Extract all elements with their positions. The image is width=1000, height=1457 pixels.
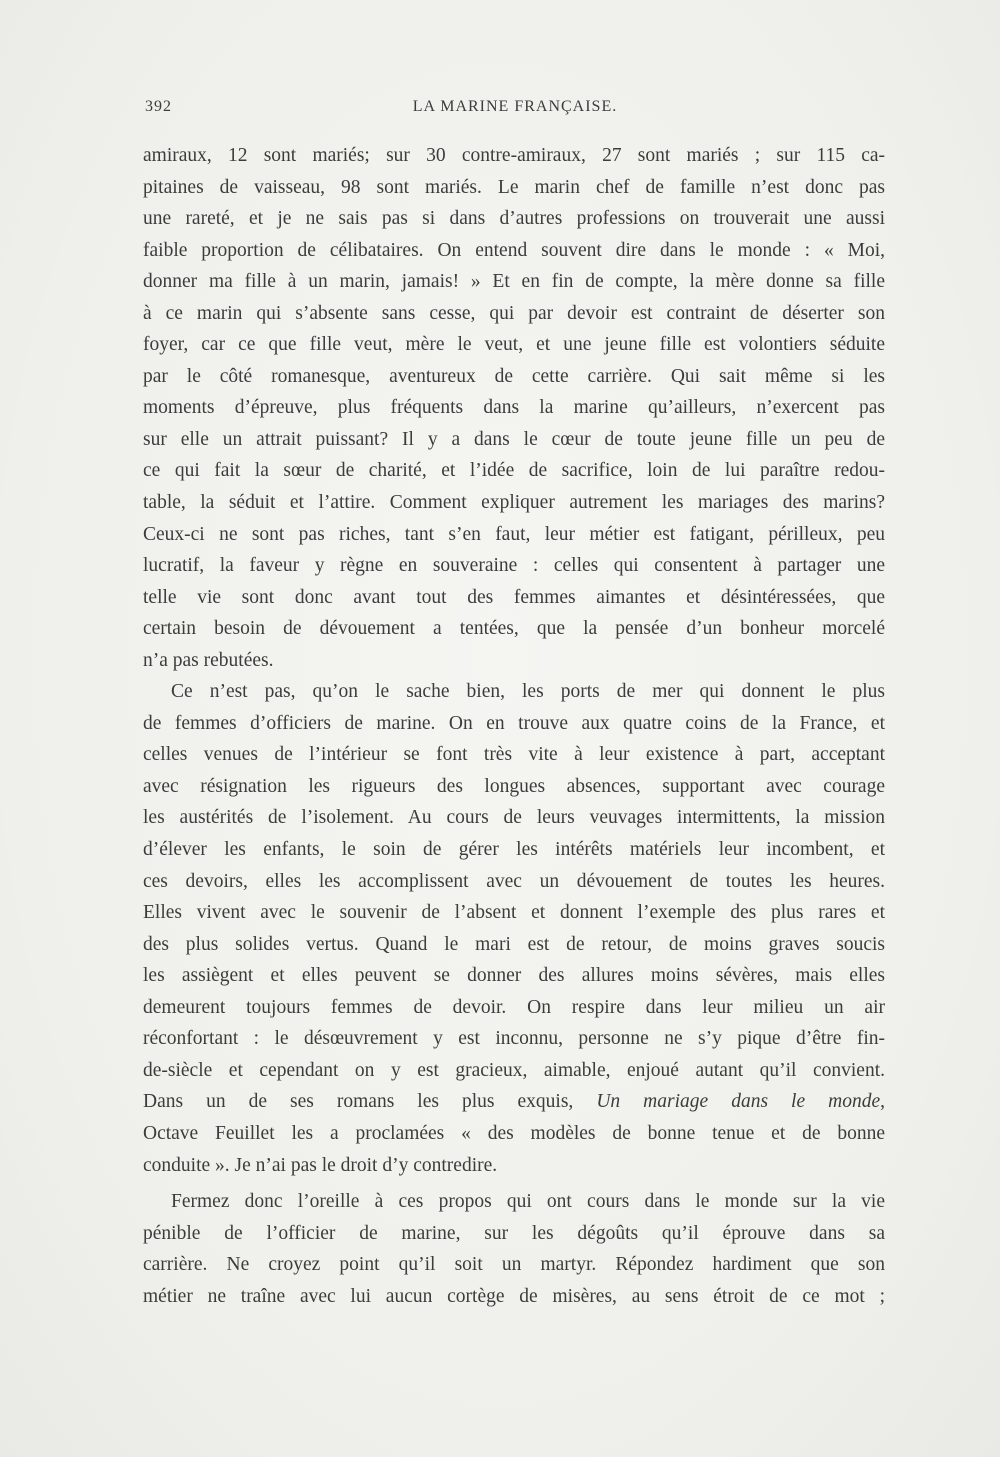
text-line: sur elle un attrait puissant? Il y a dans le cœur de toute jeune fille un peu de <box>143 428 885 450</box>
novel-title: Un mariage dans le monde <box>596 1091 881 1113</box>
body-text <box>143 140 885 1312</box>
text-line: table, la séduit et l’attire. Comment expliquer autrement les mariages des marins? <box>143 492 885 514</box>
text-line: faible proportion de célibataires. On entend souvent dire dans le monde : « Moi, <box>143 239 885 261</box>
text-line: les assiègent et elles peuvent se donner des allures moins sévères, mais elles <box>143 965 885 987</box>
text-line: les austérités de l’isolement. Au cours de leurs veuvages intermittents, la mission <box>143 807 885 829</box>
text-line: celles venues de l’intérieur se font très vite à leur existence à part, acceptant <box>143 744 885 766</box>
text-line: de-siècle et cependant on y est gracieux, aimable, enjoué autant qu’il convient. <box>143 1059 885 1081</box>
text-line-with-title <box>143 1086 885 1118</box>
text-line: métier ne traîne avec lui aucun cortège de misères, au sens étroit de ce mot ; <box>143 1285 885 1307</box>
text-line: lucratif, la faveur y règne en souveraine : celles qui consentent à partager une <box>143 555 885 577</box>
text-line: telle vie sont donc avant tout des femmes aimantes et désintéressées, que <box>143 586 885 608</box>
text-line: à ce marin qui s’absente sans cesse, qui par devoir est contraint de déserter son <box>143 302 885 324</box>
text-line: ce qui fait la sœur de charité, et l’idée de sacrifice, loin de lui paraître redou- <box>143 460 885 482</box>
text-line: carrière. Ne croyez point qu’il soit un martyr. Répondez hardiment que son <box>143 1254 885 1276</box>
text-line: réconfortant : le désœuvrement y est inconnu, personne ne s’y pique d’être fin- <box>143 1028 885 1050</box>
text-line: donner ma fille à un marin, jamais! » Et en fin de compte, la mère donne sa fille <box>143 271 885 293</box>
text-line: Octave Feuillet les a proclamées « des modèles de bonne tenue et de bonne <box>143 1122 885 1144</box>
text-line: Elles vivent avec le souvenir de l’absent et donnent l’exemple des plus rares et <box>143 902 885 924</box>
text-line-paragraph-end: conduite ». Je n’ai pas le droit d’y contredire. <box>143 1154 498 1176</box>
text-line: d’élever les enfants, le soin de gérer les intérêts matériels leur incombent, et <box>143 839 885 861</box>
text-line: certain besoin de dévouement a tentées, que la pensée d’un bonheur morcelé <box>143 618 885 640</box>
text-line: avec résignation les rigueurs des longues absences, supportant avec courage <box>143 775 885 797</box>
text-line: de femmes d’officiers de marine. On en trouve aux quatre coins de la France, et <box>143 712 885 734</box>
text-line: des plus solides vertus. Quand le mari est de retour, de moins graves soucis <box>143 933 885 955</box>
text-line: pitaines de vaisseau, 98 sont mariés. Le marin chef de famille n’est donc pas <box>143 176 885 198</box>
text-line: demeurent toujours femmes de devoir. On respire dans leur milieu un air <box>143 996 885 1018</box>
text-line-paragraph-end: n’a pas rebutées. <box>143 649 274 671</box>
text-line-paragraph-start: Fermez donc l’oreille à ces propos qui ont cours dans le monde sur la vie <box>171 1191 885 1213</box>
text-line: une rareté, et je ne sais pas si dans d’autres professions on trouverait une aussi <box>143 208 885 230</box>
text-line: amiraux, 12 sont mariés; sur 30 contre-amiraux, 27 sont mariés ; sur 115 ca- <box>143 145 885 166</box>
text-line: pénible de l’officier de marine, sur les dégoûts qu’il éprouve dans sa <box>143 1222 885 1244</box>
title-trailing-comma: , <box>880 1091 885 1113</box>
running-head <box>145 98 885 122</box>
text-line: foyer, car ce que fille veut, mère le veut, et une jeune fille est volontiers séduite <box>143 334 885 356</box>
running-title: LA MARINE FRANÇAISE. <box>412 98 618 115</box>
text-line-start: Dans un de ses romans les plus exquis, <box>143 1091 574 1113</box>
page-number: 392 <box>145 98 172 115</box>
text-line: par le côté romanesque, aventureux de cette carrière. Qui sait même si les <box>143 365 885 387</box>
text-line: ces devoirs, elles les accomplissent avec un dévouement de toutes les heures. <box>143 870 885 892</box>
text-line: moments d’épreuve, plus fréquents dans la marine qu’ailleurs, n’exercent pas <box>143 397 885 419</box>
text-line: Ceux-ci ne sont pas riches, tant s’en faut, leur métier est fatigant, périlleux, peu <box>143 523 885 545</box>
text-line-paragraph-start: Ce n’est pas, qu’on le sache bien, les ports de mer qui donnent le plus <box>171 681 885 703</box>
